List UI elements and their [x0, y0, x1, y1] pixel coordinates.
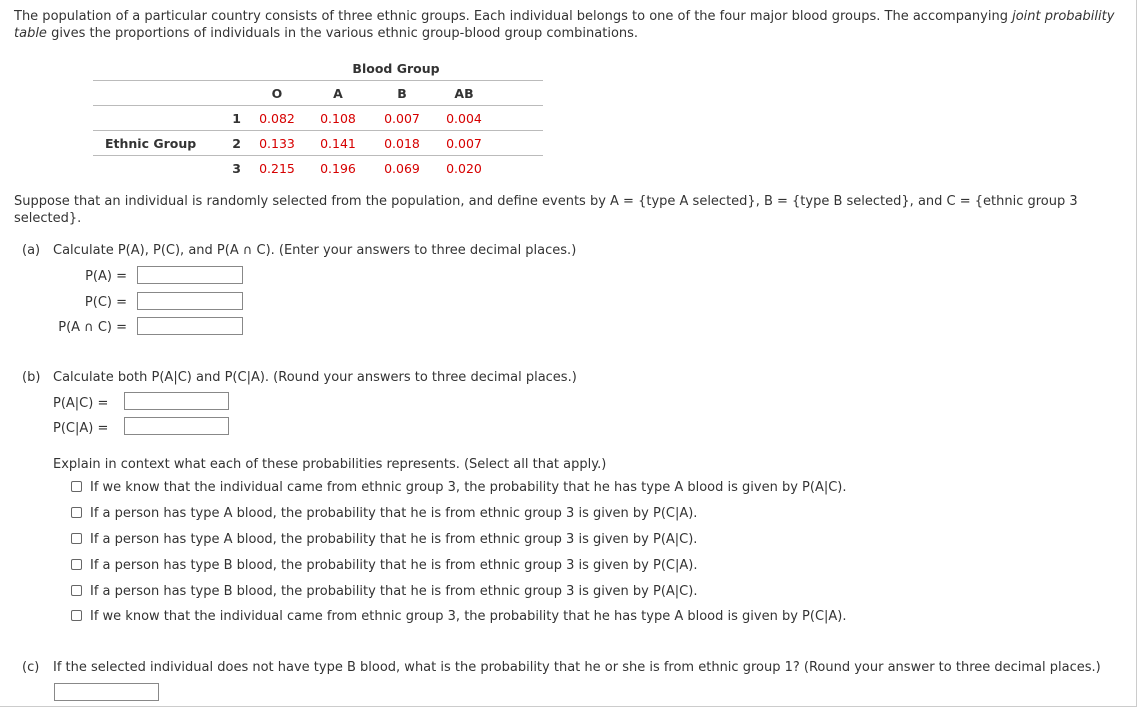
- table-cell: 0.069: [371, 156, 433, 181]
- option-label-2: If a person has type A blood, the probability that he is from ethnic group 3 is given by P(C|A).: [90, 506, 698, 521]
- pa-label: P(A) =: [85, 269, 127, 284]
- table-cell: 0.196: [305, 156, 371, 181]
- suppose-paragraph: Suppose that an individual is randomly selected from the population, and define events by A = {type A selected}, B = {type B selected}, and C = {ethnic group 3 selected}.: [14, 194, 1078, 226]
- table-cell: 0.004: [433, 106, 495, 131]
- row-header-ethnic-group: Ethnic Group: [93, 131, 214, 156]
- option-checkbox-1[interactable]: [71, 481, 82, 492]
- option-label-5: If a person has type B blood, the probability that he is from ethnic group 3 is given by P(A|C).: [90, 584, 698, 599]
- table-cell: 0.215: [249, 156, 305, 181]
- part-c-letter: (c): [22, 660, 40, 675]
- table-row: [93, 131, 543, 156]
- part-c-input[interactable]: [54, 683, 159, 701]
- option-label-3: If a person has type A blood, the probability that he is from ethnic group 3 is given by P(A|C).: [90, 532, 698, 547]
- column-header: O: [249, 81, 305, 106]
- intro-emphasis: joint probability table: [14, 9, 1115, 41]
- table-cell: 0.133: [249, 131, 305, 156]
- row-group-label: 2: [214, 131, 249, 156]
- pc-given-a-label: P(C|A) =: [53, 421, 109, 436]
- pc-input[interactable]: [137, 292, 243, 310]
- option-checkbox-6[interactable]: [71, 610, 82, 621]
- option-checkbox-2[interactable]: [71, 507, 82, 518]
- column-header: A: [305, 81, 371, 106]
- row-group-label: 3: [214, 156, 249, 181]
- option-checkbox-4[interactable]: [71, 559, 82, 570]
- part-a-letter: (a): [22, 243, 41, 258]
- part-b-prompt: Calculate both P(A|C) and P(C|A). (Round your answers to three decimal places.): [53, 370, 577, 385]
- option-label-4: If a person has type B blood, the probability that he is from ethnic group 3 is given by P(C|A).: [90, 558, 698, 573]
- column-header: B: [371, 81, 433, 106]
- table-cell: 0.082: [249, 106, 305, 131]
- table-cell: 0.007: [371, 106, 433, 131]
- table-row: [93, 156, 543, 181]
- pa-input[interactable]: [137, 266, 243, 284]
- table-header-blood-group: Blood Group: [352, 60, 440, 76]
- row-group-label: 1: [214, 106, 249, 131]
- table-cell: 0.007: [433, 131, 495, 156]
- table-row: [93, 106, 543, 131]
- table-cell: 0.020: [433, 156, 495, 181]
- column-header: AB: [433, 81, 495, 106]
- part-b-letter: (b): [22, 370, 41, 385]
- table-cell: 0.108: [305, 106, 371, 131]
- pc-label: P(C) =: [84, 295, 127, 310]
- table-cell: 0.141: [305, 131, 371, 156]
- option-label-6: If we know that the individual came from ethnic group 3, the probability that he has type A blood is given by P(C|A).: [90, 609, 847, 624]
- table-cell: 0.018: [371, 131, 433, 156]
- pa-and-c-input[interactable]: [137, 317, 243, 335]
- option-checkbox-5[interactable]: [71, 585, 82, 596]
- pa-given-c-label: P(A|C) =: [53, 396, 109, 411]
- part-a-prompt: Calculate P(A), P(C), and P(A ∩ C). (Enter your answers to three decimal places.): [53, 243, 577, 258]
- pc-given-a-input[interactable]: [124, 417, 229, 435]
- joint-probability-table: [93, 56, 543, 180]
- option-checkbox-3[interactable]: [71, 533, 82, 544]
- pa-and-c-label: P(A ∩ C) =: [58, 320, 127, 335]
- option-label-1: If we know that the individual came from ethnic group 3, the probability that he has type A blood is given by P(A|C).: [90, 480, 847, 495]
- part-c-prompt: If the selected individual does not have type B blood, what is the probability that he or she is from ethnic group 1? (Round your answer to three decimal places.): [53, 660, 1101, 675]
- pa-given-c-input[interactable]: [124, 392, 229, 410]
- explain-prompt: Explain in context what each of these probabilities represents. (Select all that apply.): [53, 457, 607, 472]
- intro-paragraph: The population of a particular country consists of three ethnic groups. Each individual belongs to one of the four major blood groups. The accompanying joint probability table gives the proportions of individuals in the various ethnic group-blood group combinations.: [14, 9, 1115, 41]
